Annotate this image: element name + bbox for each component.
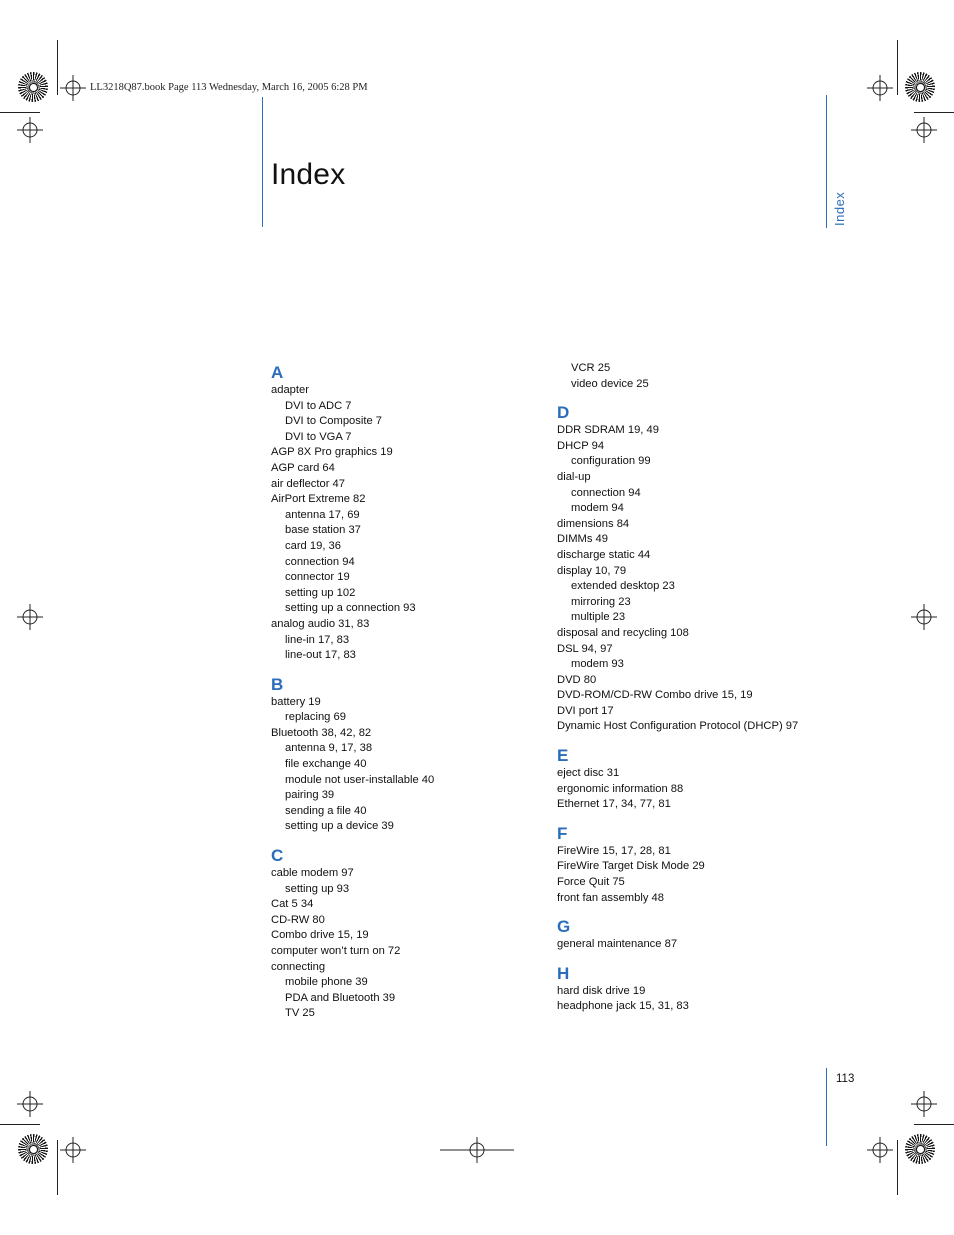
index-entry: hard disk drive 19 (557, 984, 646, 997)
index-entry: DIMMs 49 (557, 533, 608, 546)
index-subentry: configuration 99 (571, 455, 651, 468)
index-subentry: DVI to VGA 7 (285, 430, 352, 443)
index-subentry: base station 37 (285, 524, 361, 537)
index-entry: analog audio 31, 83 (271, 617, 370, 630)
index-entry: Force Quit 75 (557, 876, 625, 889)
index-subentry: setting up 93 (285, 882, 350, 895)
index-entry: adapter (271, 384, 309, 396)
index-letter-heading: D (557, 403, 570, 423)
index-entry: discharge static 44 (557, 548, 651, 561)
index-entry: Combo drive 15, 19 (271, 929, 369, 942)
index-subentry: setting up a connection 93 (285, 602, 416, 615)
page-number: 113 (836, 1073, 855, 1085)
index-entry: FireWire 15, 17, 28, 81 (557, 844, 671, 857)
index-entry: DHCP 94 (557, 439, 605, 452)
index-entry: dimensions 84 (557, 517, 630, 530)
index-entry: AGP card 64 (271, 461, 335, 474)
index-entry: DVD 80 (557, 673, 597, 686)
index-subentry: DVI to ADC 7 (285, 399, 352, 412)
index-subentry: antenna 9, 17, 38 (285, 742, 373, 755)
print-header: LL3218Q87.book Page 113 Wednesday, March 16, 2005 6:28 PM (90, 82, 368, 93)
crosshair-icon (17, 117, 43, 143)
index-entry: AirPort Extreme 82 (271, 493, 366, 506)
crosshair-icon (60, 1137, 86, 1163)
index-entry: disposal and recycling 108 (557, 626, 689, 639)
crosshair-icon (911, 604, 937, 630)
index-letter-heading: B (271, 674, 284, 694)
index-subentry: DVI to Composite 7 (285, 415, 383, 428)
index-entry: front fan assembly 48 (557, 891, 664, 904)
index-entry: Dynamic Host Configuration Protocol (DHCP) 97 (557, 720, 799, 733)
index-subentry: pairing 39 (285, 789, 335, 802)
index-entry: air deflector 47 (271, 477, 346, 490)
index-subentry: PDA and Bluetooth 39 (285, 991, 396, 1004)
index-entry: DVI port 17 (557, 704, 614, 717)
index-entry: FireWire Target Disk Mode 29 (557, 860, 705, 873)
index-entry: Bluetooth 38, 42, 82 (271, 726, 372, 739)
index-entry: connecting (271, 960, 326, 973)
index-subentry: line-in 17, 83 (285, 633, 350, 646)
crosshair-icon (17, 1091, 43, 1117)
index-subentry: setting up a device 39 (285, 820, 394, 833)
index-subentry: extended desktop 23 (571, 580, 675, 593)
index-entry: computer won’t turn on 72 (271, 945, 401, 957)
index-subentry: modem 94 (571, 502, 624, 515)
side-tab-rule (826, 95, 827, 228)
index-letter-heading: G (557, 917, 571, 937)
index-subentry: connection 94 (571, 486, 641, 499)
crosshair-icon (867, 75, 893, 101)
index-letter-heading: A (271, 363, 284, 382)
index-entry: battery 19 (271, 695, 321, 708)
index-entry: ergonomic information 88 (557, 782, 684, 795)
index-subentry: antenna 17, 69 (285, 508, 360, 521)
index-subentry: card 19, 36 (285, 539, 341, 552)
index-subentry: modem 93 (571, 658, 624, 671)
index-entry: headphone jack 15, 31, 83 (557, 1000, 689, 1013)
index-subentry: sending a file 40 (285, 804, 367, 817)
index-subentry: module not user-installable 40 (285, 773, 435, 786)
index-entry: AGP 8X Pro graphics 19 (271, 446, 393, 459)
index-letter-heading: H (557, 963, 570, 983)
index-subentry: VCR 25 (571, 362, 611, 374)
crosshair-icon (867, 1137, 893, 1163)
index-entry: cable modem 97 (271, 867, 354, 880)
index-subentry: mobile phone 39 (285, 976, 368, 989)
index-letter-heading: E (557, 746, 569, 766)
index-column-left (271, 352, 571, 1022)
index-subentry: setting up 102 (285, 586, 356, 599)
index-subentry: replacing 69 (285, 711, 346, 724)
side-tab-label: Index (832, 191, 847, 226)
index-entry: CD-RW 80 (271, 913, 325, 926)
crosshair-icon (911, 117, 937, 143)
index-entry: DSL 94, 97 (557, 642, 613, 655)
index-entry: DDR SDRAM 19, 49 (557, 424, 659, 437)
crosshair-icon (440, 1137, 514, 1163)
index-subentry: line-out 17, 83 (285, 649, 356, 662)
footer-rule (826, 1068, 827, 1146)
index-subentry: TV 25 (285, 1007, 315, 1020)
title-rule (262, 97, 263, 227)
index-subentry: multiple 23 (571, 611, 626, 624)
index-entry: display 10, 79 (557, 564, 627, 577)
index-entry: general maintenance 87 (557, 938, 678, 951)
crosshair-icon (60, 75, 86, 101)
index-letter-heading: C (271, 846, 284, 866)
index-column-right (557, 361, 857, 1015)
crosshair-icon (17, 604, 43, 630)
index-subentry: video device 25 (571, 377, 649, 390)
index-subentry: mirroring 23 (571, 595, 631, 608)
crosshair-icon (911, 1091, 937, 1117)
page-title: Index (271, 158, 346, 191)
index-subentry: connector 19 (285, 571, 350, 584)
index-subentry: connection 94 (285, 555, 355, 568)
index-entry: Cat 5 34 (271, 898, 314, 911)
index-subentry: file exchange 40 (285, 758, 367, 771)
index-entry: DVD-ROM/CD-RW Combo drive 15, 19 (557, 689, 753, 702)
index-letter-heading: F (557, 823, 568, 843)
index-entry: dial-up (557, 470, 591, 483)
index-entry: eject disc 31 (557, 767, 620, 780)
index-entry: Ethernet 17, 34, 77, 81 (557, 798, 671, 811)
